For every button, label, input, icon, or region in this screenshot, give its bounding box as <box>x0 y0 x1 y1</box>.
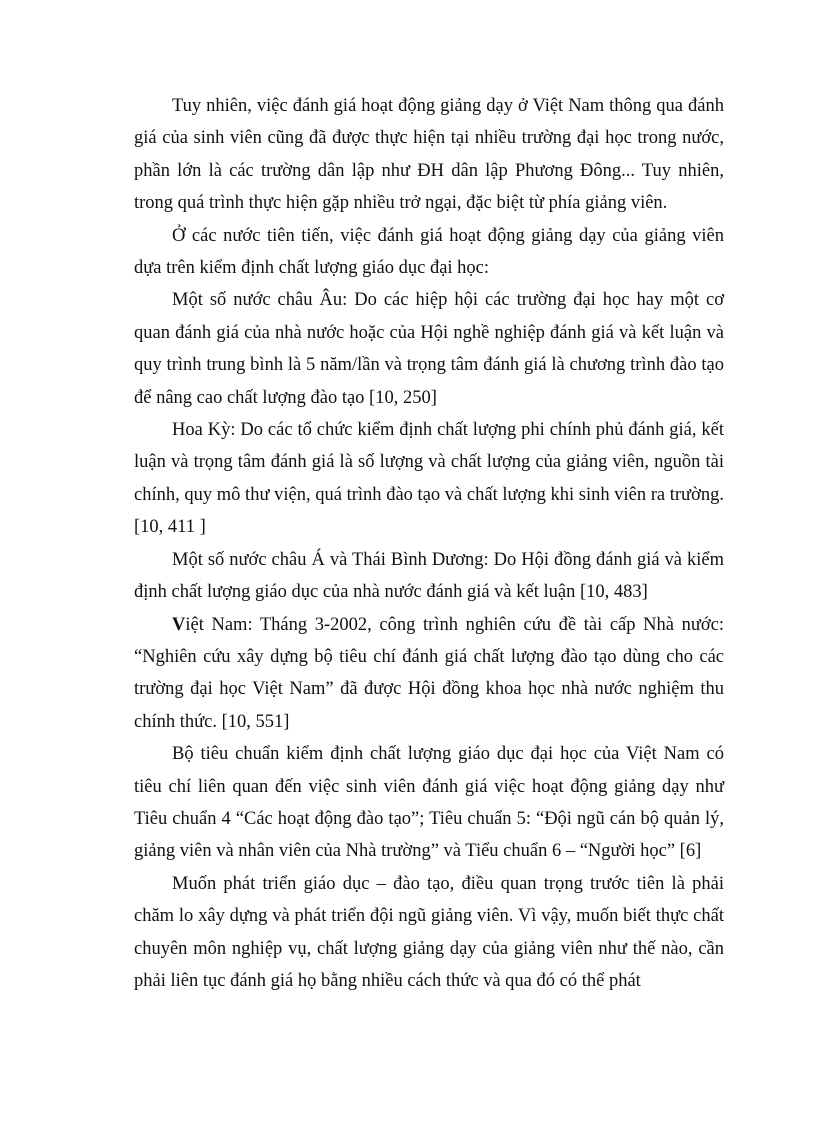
bold-initial-letter: V <box>172 614 186 635</box>
paragraph-6 <box>134 609 724 739</box>
paragraph-7: Bộ tiêu chuẩn kiểm định chất lượng giáo dục đại học của Việt Nam có tiêu chí liên quan đến việc sinh viên đánh giá việc hoạt động giảng dạy như Tiêu chuẩn 4 “Các hoạt động đào tạo”; Tiêu chuẩn 5: “Đội ngũ cán bộ quản lý, giảng viên và nhân viên của Nhà trường” và Tiểu chuẩn 6 – “Người học” [6] <box>134 744 724 862</box>
paragraph-6-text: iệt Nam: Tháng 3-2002, công trình nghiên cứu đề tài cấp Nhà nước: “Nghiên cứu xây dựng bộ tiêu chí đánh giá chất lượng đào tạo dùng cho các trường đại học Việt Nam” đã được Hội đồng khoa học nhà nước nghiệm thu chính thức. [10, 551] <box>134 614 724 732</box>
paragraph-8: Muốn phát triển giáo dục – đào tạo, điều quan trọng trước tiên là phải chăm lo xây dựng và phát triển đội ngũ giảng viên. Vì vậy, muốn biết thực chất chuyên môn nghiệp vụ, chất lượng giảng dạy của giảng viên như thế nào, cần phải liên tục đánh giá họ bằng nhiều cách thức và qua đó có thể phát <box>134 873 724 991</box>
body-text <box>134 90 724 997</box>
paragraph-2: Ở các nước tiên tiến, việc đánh giá hoạt động giảng dạy của giảng viên dựa trên kiểm định chất lượng giáo dục đại học: <box>134 225 724 279</box>
paragraph-5: Một số nước châu Á và Thái Bình Dương: Do Hội đồng đánh giá và kiểm định chất lượng giáo dục của nhà nước đánh giá và kết luận [10, 483] <box>134 549 724 603</box>
paragraph-4: Hoa Kỳ: Do các tổ chức kiểm định chất lượng phi chính phủ đánh giá, kết luận và trọng tâm đánh giá là số lượng và chất lượng của giảng viên, nguồn tài chính, quy mô thư viện, quá trình đào tạo và chất lượng khi sinh viên ra trường. [10, 411 ] <box>134 420 724 538</box>
paragraph-3: Một số nước châu Âu: Do các hiệp hội các trường đại học hay một cơ quan đánh giá của nhà nước hoặc của Hội nghề nghiệp đánh giá và kết luận và quy trình trung bình là 5 năm/lần và trọng tâm đánh giá là chương trình đào tạo để nâng cao chất lượng đào tạo [10, 250] <box>134 290 724 408</box>
paragraph-1: Tuy nhiên, việc đánh giá hoạt động giảng dạy ở Việt Nam thông qua đánh giá của sinh viên cũng đã được thực hiện tại nhiều trường đại học trong nước, phần lớn là các trường dân lập như ĐH dân lập Phương Đông... Tuy nhiên, trong quá trình thực hiện gặp nhiều trở ngại, đặc biệt từ phía giảng viên. <box>134 96 724 214</box>
